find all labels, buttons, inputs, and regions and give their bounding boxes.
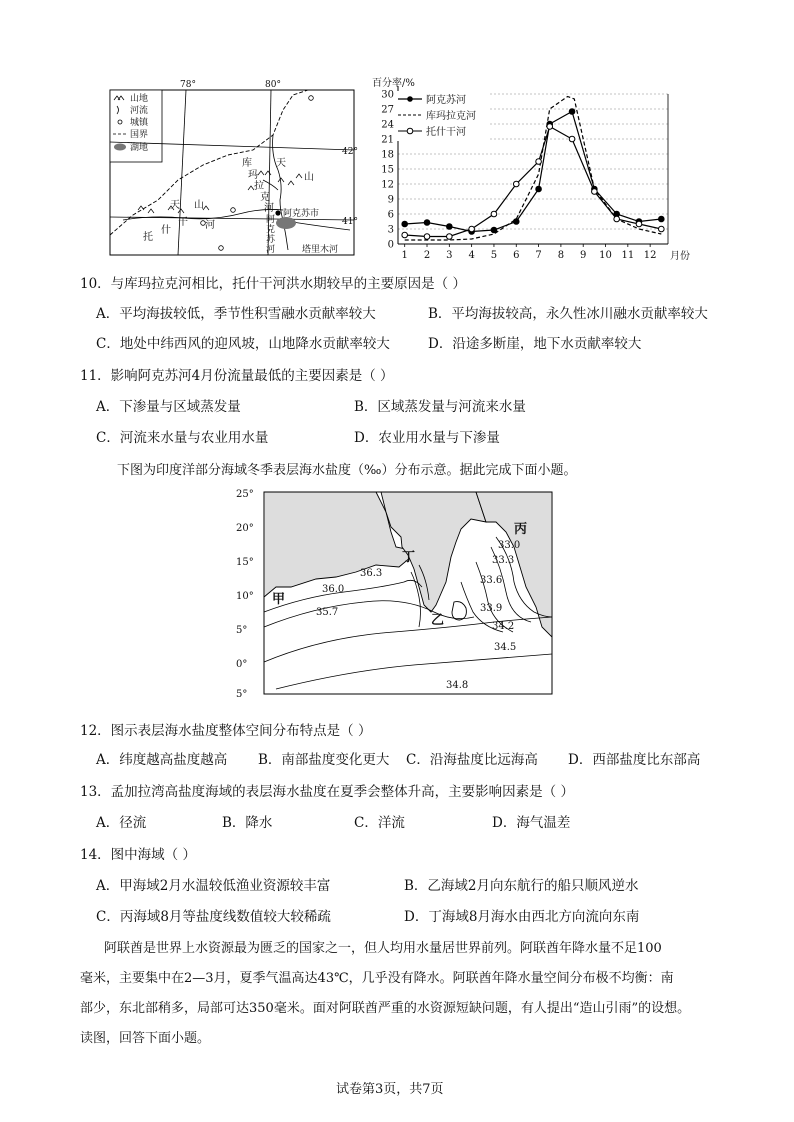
q12-option-a[interactable]: A．纬度越高盐度越高 xyxy=(96,752,228,768)
lat-label-10n: 10° xyxy=(236,591,254,602)
lat-label-0: 0° xyxy=(236,659,248,670)
series-point-2 xyxy=(659,226,665,232)
salinity-map xyxy=(236,487,556,699)
chart-ytick-label: 18 xyxy=(381,149,394,161)
label-he3: 河 xyxy=(266,245,276,255)
series-point-2 xyxy=(614,216,620,222)
legend-lake-label: 湖地 xyxy=(130,143,149,153)
q12-option-c[interactable]: C．沿海盐度比远海高 xyxy=(406,752,538,768)
series-point-0 xyxy=(569,109,575,115)
region-bing: 丙 xyxy=(514,522,528,537)
isoline-35-7: 35.7 xyxy=(316,607,339,618)
series-point-2 xyxy=(569,136,575,142)
label-tian1: 天 xyxy=(276,158,286,169)
chart-ytick-label: 0 xyxy=(387,239,394,251)
label-he2: 河 xyxy=(205,220,215,231)
label-shi: 什 xyxy=(161,225,171,236)
lat-label-15n: 15° xyxy=(236,557,254,568)
series-point-0 xyxy=(424,220,430,226)
q11-option-d[interactable]: D．农业用水量与下渗量 xyxy=(354,430,500,446)
series-point-2 xyxy=(536,159,542,165)
label-ku: 库 xyxy=(242,158,252,169)
page-footer: 试卷第3页，共7页 xyxy=(336,1082,444,1097)
label-ke2: 克 xyxy=(266,225,276,235)
uae-intro-line3: 部少，东北部稍多，局部可达350毫米。面对阿联酋严重的水资源短缺问题，有人提出“造山引雨”的设想。 xyxy=(80,1001,691,1016)
uae-intro-line4: 读图，回答下面小题。 xyxy=(80,1031,211,1046)
q13-option-a[interactable]: A．径流 xyxy=(96,815,147,831)
label-ke: 克 xyxy=(260,192,270,203)
q12-option-b[interactable]: B．南部盐度变化更大 xyxy=(258,752,390,768)
chart-xtick-label: 11 xyxy=(621,250,635,261)
label-gan: 干 xyxy=(178,217,188,228)
isoline-34-5: 34.5 xyxy=(494,642,517,653)
lat-label-41: 41° xyxy=(342,217,358,227)
chart-ytick-label: 30 xyxy=(381,89,394,101)
legend-river-label: 河流 xyxy=(130,106,149,116)
chart-ytick-label: 27 xyxy=(381,104,394,116)
legend-mountain-label: 山地 xyxy=(130,94,149,104)
q11-stem: 11．影响阿克苏河4月份流量最低的主要因素是（ ） xyxy=(80,368,394,384)
isoline-33-3: 33.3 xyxy=(492,555,515,566)
lon-label-78: 78° xyxy=(180,80,196,90)
lat-label-20n: 20° xyxy=(236,523,254,534)
region-jia: 甲 xyxy=(272,592,286,607)
isoline-36-3: 36.3 xyxy=(360,568,383,579)
region-yi: 乙 xyxy=(431,613,445,628)
lat-label-25n: 25° xyxy=(236,489,254,500)
chart-xtick-label: 1 xyxy=(401,250,408,261)
lat-label-5n: 5° xyxy=(236,625,248,636)
series-point-2 xyxy=(469,226,475,232)
isoline-33-0: 33.0 xyxy=(498,540,521,551)
region-ding: 丁 xyxy=(402,550,416,565)
label-su: 苏 xyxy=(266,235,276,245)
q14-option-a[interactable]: A．甲海域2月水温较低渔业资源较丰富 xyxy=(96,878,331,894)
chart-ytick-label: 21 xyxy=(381,134,394,146)
lon-label-80: 80° xyxy=(265,80,281,90)
isoline-36-0: 36.0 xyxy=(322,584,345,595)
q13-stem: 13．孟加拉湾高盐度海域的表层海水盐度在夏季会整体升高，主要影响因素是（ ） xyxy=(80,784,574,800)
label-shan1: 山 xyxy=(304,172,314,183)
q10-option-a[interactable]: A．平均海拔较低，季节性积雪融水贡献率较大 xyxy=(96,306,376,322)
label-a: 阿 xyxy=(266,215,276,225)
series-point-0 xyxy=(536,186,542,192)
q10-option-b[interactable]: B．平均海拔较高，永久性冰川融水贡献率较大 xyxy=(428,306,708,322)
uae-intro-line1: 阿联酋是世界上水资源最为匮乏的国家之一，但人均用水量居世界前列。阿联酋年降水量不足100 xyxy=(104,941,662,956)
chart-xtick-label: 9 xyxy=(580,250,587,261)
label-tarim: 塔里木河 xyxy=(302,245,339,255)
chart-ytick-label: 9 xyxy=(387,194,394,206)
flow-chart xyxy=(370,76,695,262)
legend-town-icon xyxy=(118,120,122,124)
series-point-2 xyxy=(491,211,497,217)
series-point-2 xyxy=(547,124,553,130)
chart-xtick-label: 10 xyxy=(599,250,612,261)
legend-label-toshgan: 托什干河 xyxy=(426,127,466,138)
legend-town-label: 城镇 xyxy=(130,118,149,128)
q14-option-d[interactable]: D．丁海域8月海水由西北方向流向东南 xyxy=(404,909,640,925)
series-point-0 xyxy=(447,224,453,230)
chart-ytick-label: 3 xyxy=(387,224,394,236)
label-ma: 玛 xyxy=(248,170,258,181)
series-point-0 xyxy=(513,219,519,225)
series-point-0 xyxy=(402,221,408,227)
chart-xtick-label: 6 xyxy=(513,250,520,261)
series-line-2 xyxy=(405,127,662,237)
label-he1: 河 xyxy=(264,203,274,214)
legend-label-kumalak: 库玛拉克河 xyxy=(426,111,476,122)
q12-stem: 12．图示表层海水盐度整体空间分布特点是（ ） xyxy=(80,723,372,739)
q11-option-b[interactable]: B．区域蒸发量与河流来水量 xyxy=(354,399,526,415)
chart-ytick-label: 12 xyxy=(381,179,394,191)
q13-option-c[interactable]: C．洋流 xyxy=(354,815,405,831)
q10-option-d[interactable]: D．沿途多断崖，地下水贡献率较大 xyxy=(428,336,642,352)
series-point-2 xyxy=(402,232,408,238)
q14-option-b[interactable]: B．乙海域2月向东航行的船只顺风逆水 xyxy=(404,878,639,894)
q11-option-c[interactable]: C．河流来水量与农业用水量 xyxy=(96,430,269,446)
label-aksu-city: 阿克苏市 xyxy=(283,209,320,219)
q12-option-d[interactable]: D．西部盐度比东部高 xyxy=(568,752,701,768)
chart-ytick-label: 15 xyxy=(381,164,394,176)
chart-ytick-label: 24 xyxy=(381,119,394,131)
series-point-2 xyxy=(636,221,642,227)
lat-label-5s: 5° xyxy=(236,689,248,699)
isoline-33-9: 33.9 xyxy=(480,603,503,614)
legend-label-aksu: 阿克苏河 xyxy=(426,95,466,106)
series-point-0 xyxy=(491,227,497,233)
chart-x-unit: 月份 xyxy=(670,251,690,262)
chart-xtick-label: 2 xyxy=(423,250,431,261)
chart-xtick-label: 8 xyxy=(557,250,565,261)
legend-marker-toshgan xyxy=(407,128,413,134)
chart-ylabel: 百分率/% xyxy=(372,78,415,89)
chart-xtick-label: 3 xyxy=(446,250,453,261)
q14-option-c[interactable]: C．丙海域8月等盐度线数值较大较稀疏 xyxy=(96,909,331,925)
chart-xtick-label: 12 xyxy=(643,250,657,261)
isoline-33-6: 33.6 xyxy=(480,575,503,586)
chart-ytick-label: 6 xyxy=(387,209,394,221)
chart-xtick-label: 4 xyxy=(468,250,475,261)
q10-option-c[interactable]: C．地处中纬西风的迎风坡，山地降水贡献率较大 xyxy=(96,336,390,352)
label-la: 拉 xyxy=(254,181,264,192)
q11-option-a[interactable]: A．下渗量与区域蒸发量 xyxy=(96,399,241,415)
legend-marker-aksu xyxy=(407,96,413,102)
series-point-2 xyxy=(447,234,453,240)
chart-xtick-label: 5 xyxy=(490,250,498,261)
series-point-2 xyxy=(513,181,519,187)
q10-stem: 10．与库玛拉克河相比，托什干河洪水期较早的主要原因是（ ） xyxy=(80,276,466,292)
salinity-intro: 下图为印度洋部分海域冬季表层海水盐度（‰）分布示意。据此完成下面小题。 xyxy=(117,463,577,478)
label-tuo: 托 xyxy=(143,232,153,243)
lat-label-42: 42° xyxy=(342,147,358,157)
river-basin-map xyxy=(108,80,358,258)
isoline-34-8: 34.8 xyxy=(446,680,469,691)
chart-xtick-label: 7 xyxy=(535,250,542,261)
q14-stem: 14．图中海域（ ） xyxy=(80,847,196,863)
q13-option-b[interactable]: B．降水 xyxy=(222,815,273,831)
label-shan2: 山 xyxy=(194,200,204,211)
q13-option-d[interactable]: D．海气温差 xyxy=(492,815,571,831)
label-tian2: 天 xyxy=(170,200,180,211)
legend-border-label: 国界 xyxy=(130,130,149,140)
series-point-2 xyxy=(592,189,598,195)
legend-lake-icon xyxy=(114,144,126,151)
series-point-2 xyxy=(424,234,430,240)
series-point-0 xyxy=(659,216,665,222)
uae-intro-line2: 毫米，主要集中在2—3月，夏季气温高达43℃，几乎没有降水。阿联酋年降水量空间分布极不均衡：南 xyxy=(80,971,674,986)
isoline-34-2: 34.2 xyxy=(492,621,515,632)
